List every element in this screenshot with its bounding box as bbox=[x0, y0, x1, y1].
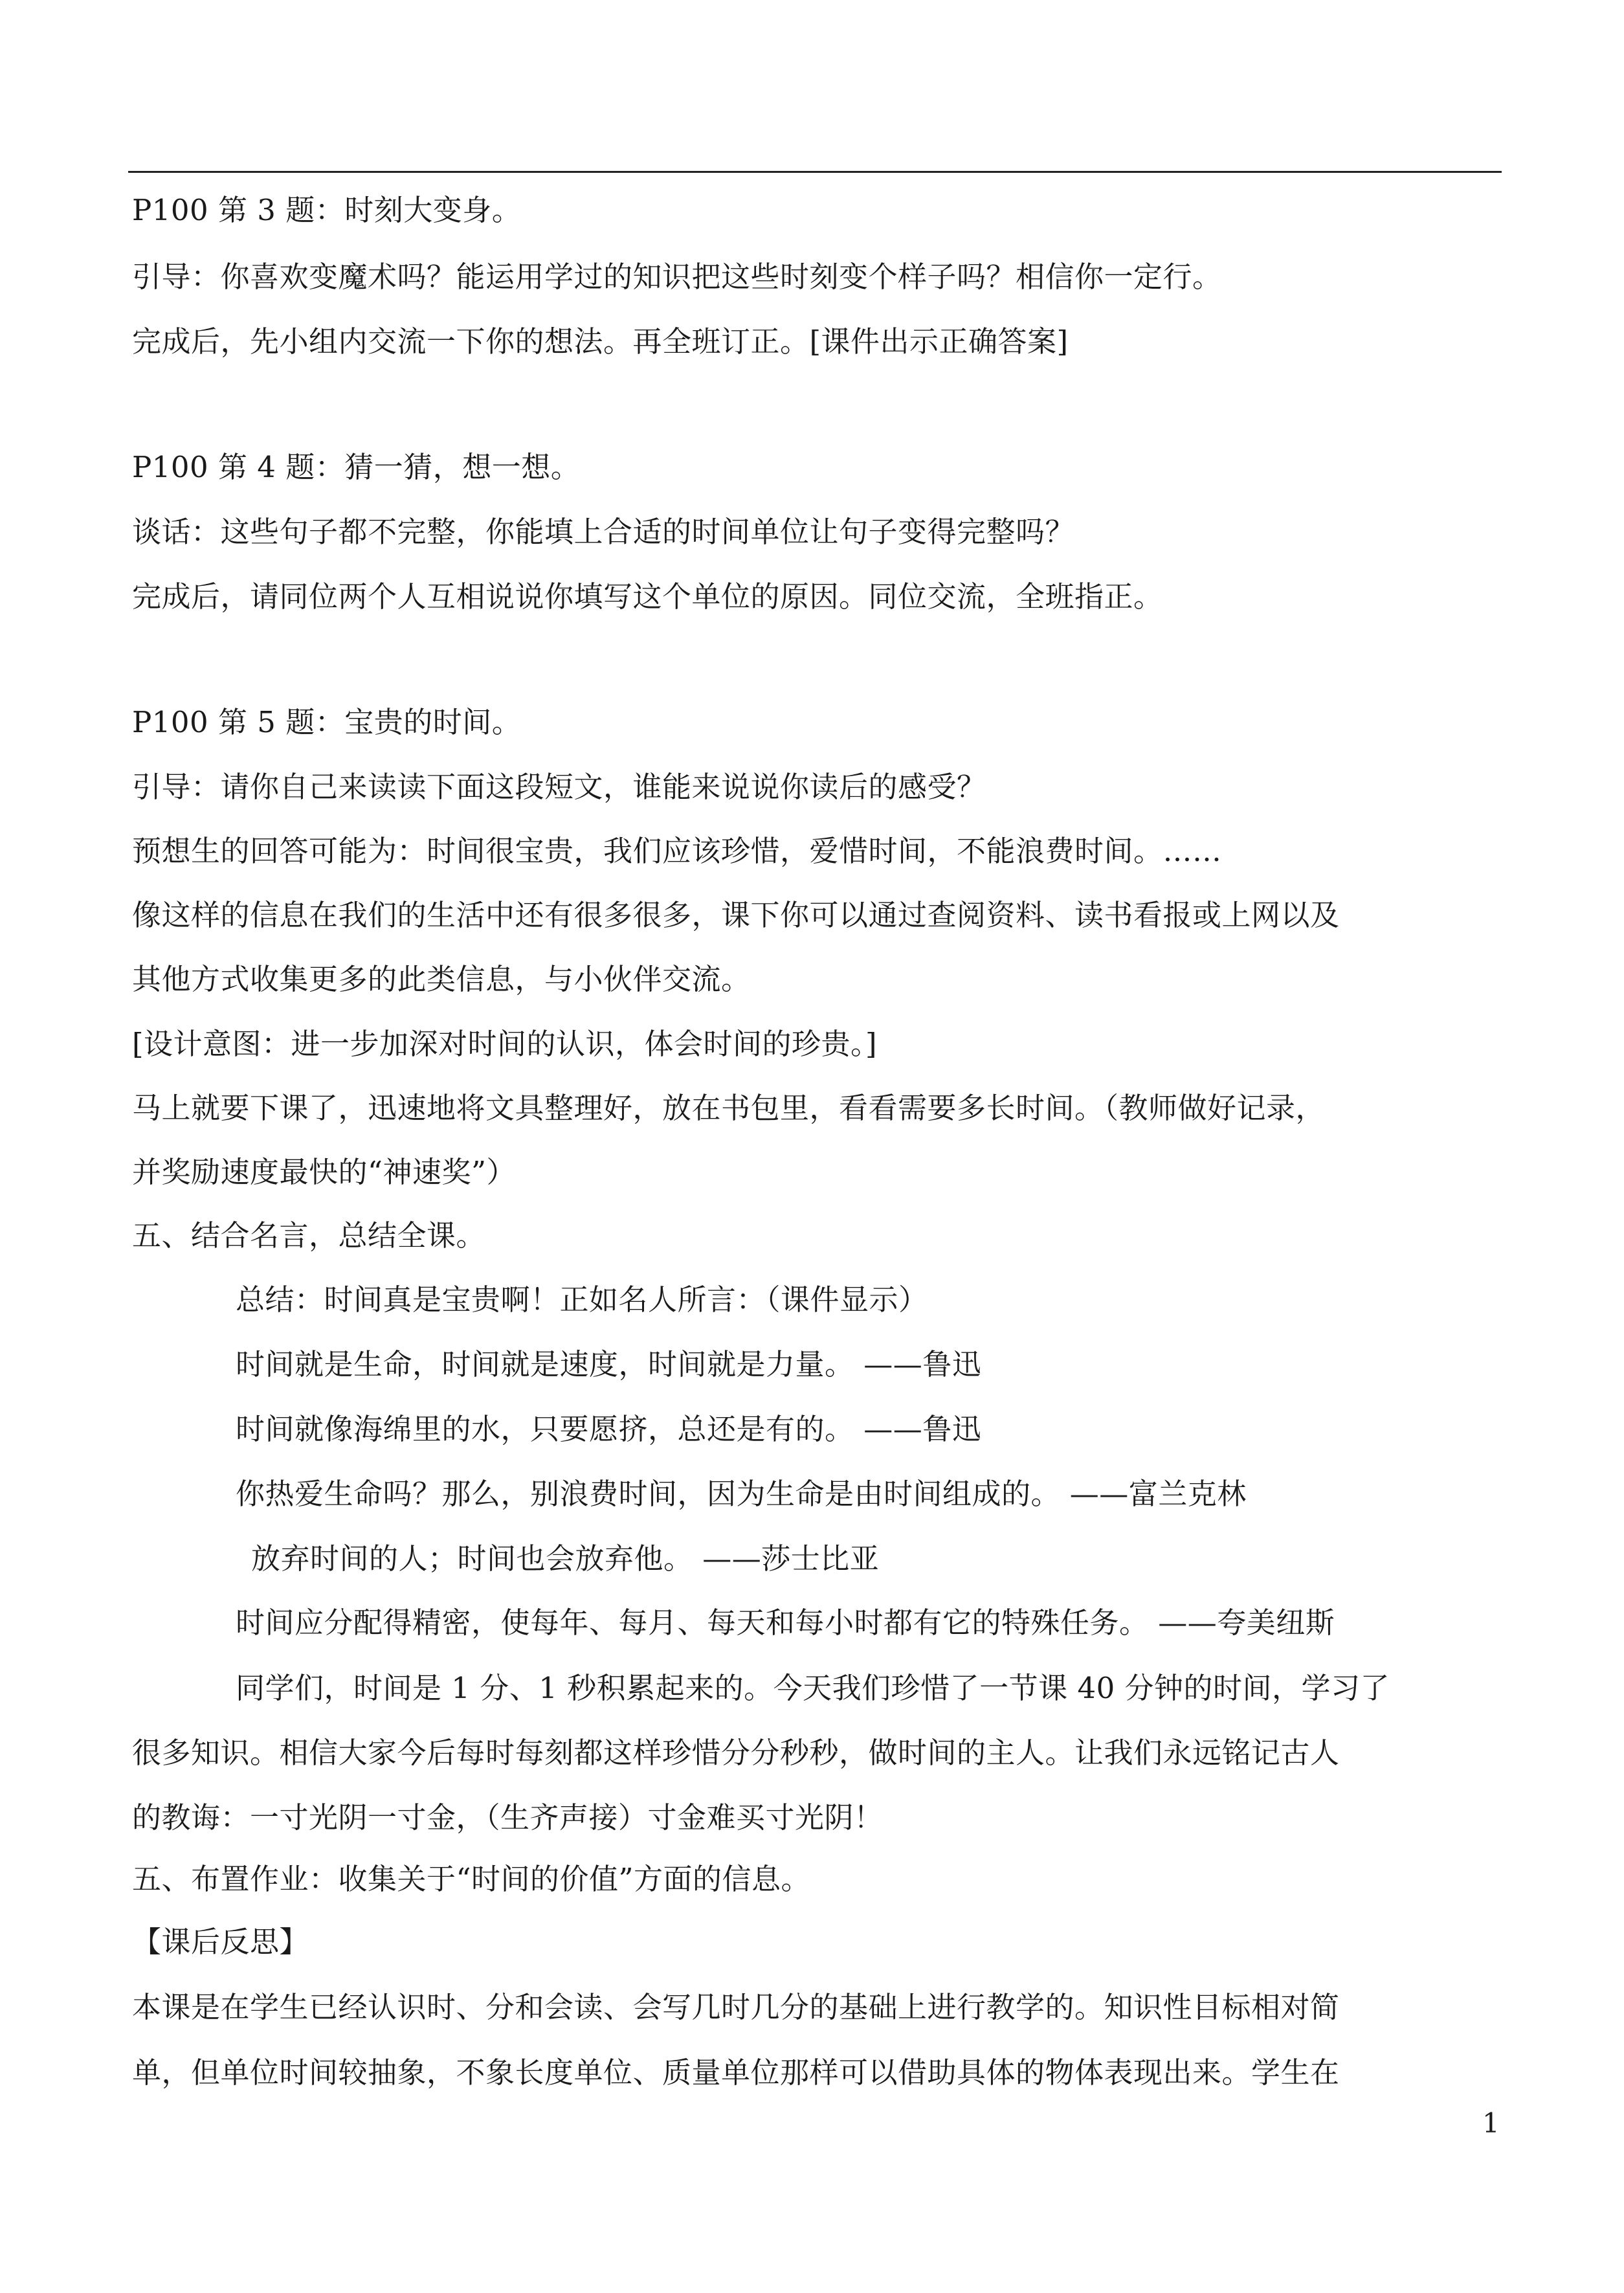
quote-4: 放弃时间的人；时间也会放弃他。 ——莎士比亚 bbox=[251, 1541, 880, 1576]
tidy-up-line-2: 并奖励速度最快的“神速奖”） bbox=[132, 1155, 517, 1189]
exercise-4-followup: 完成后，请同位两个人互相说说你填写这个单位的原因。同位交流，全班指正。 bbox=[132, 579, 1163, 614]
exercise-3-followup: 完成后，先小组内交流一下你的想法。再全班订正。[课件出示正确答案] bbox=[132, 324, 1069, 359]
exercise-4-heading: P100 第 4 题：猜一猜，想一想。 bbox=[132, 450, 581, 484]
summary-intro: 总结：时间真是宝贵啊！正如名人所言：（课件显示） bbox=[236, 1282, 928, 1317]
closing-line-2: 很多知识。相信大家今后每时每刻都这样珍惜分分秒秒，做时间的主人。让我们永远铭记古人 bbox=[132, 1736, 1340, 1770]
expected-answer: 预想生的回答可能为：时间很宝贵，我们应该珍惜，爱惜时间，不能浪费时间。…… bbox=[132, 834, 1222, 868]
exercise-3-heading: P100 第 3 题：时刻大变身。 bbox=[132, 193, 522, 227]
tidy-up-line-1: 马上就要下课了，迅速地将文具整理好，放在书包里，看看需要多长时间。（教师做好记录， bbox=[132, 1091, 1326, 1125]
homework: 五、布置作业：收集关于“时间的价值”方面的信息。 bbox=[132, 1862, 811, 1896]
closing-line-1: 同学们，时间是 1 分、1 秒积累起来的。今天我们珍惜了一节课 40 分钟的时间，学习了 bbox=[236, 1671, 1390, 1705]
reflection-line-1: 本课是在学生已经认识时、分和会读、会写几时几分的基础上进行教学的。知识性目标相对简 bbox=[132, 1990, 1340, 2024]
quote-5: 时间应分配得精密，使每年、每月、每天和每小时都有它的特殊任务。 ——夸美纽斯 bbox=[236, 1605, 1335, 1640]
info-paragraph-line-2: 其他方式收集更多的此类信息，与小伙伴交流。 bbox=[132, 962, 751, 996]
page-number: 1 bbox=[1482, 2107, 1500, 2139]
quote-1: 时间就是生命，时间就是速度，时间就是力量。 ——鲁迅 bbox=[236, 1347, 982, 1381]
info-paragraph-line-1: 像这样的信息在我们的生活中还有很多很多，课下你可以通过查阅资料、读书看报或上网以及 bbox=[132, 898, 1340, 932]
exercise-3-guide: 引导：你喜欢变魔术吗？能运用学过的知识把这些时刻变个样子吗？相信你一定行。 bbox=[132, 260, 1222, 294]
exercise-5-heading: P100 第 5 题：宝贵的时间。 bbox=[132, 705, 522, 739]
exercise-5-guide: 引导：请你自己来读读下面这段短文，谁能来说说你读后的感受？ bbox=[132, 770, 986, 804]
section-5-heading: 五、结合名言，总结全课。 bbox=[132, 1218, 486, 1253]
quote-2: 时间就像海绵里的水，只要愿挤，总还是有的。 ——鲁迅 bbox=[236, 1412, 982, 1446]
quote-3: 你热爱生命吗？那么，别浪费时间，因为生命是由时间组成的。 ——富兰克林 bbox=[236, 1477, 1247, 1511]
header-rule bbox=[128, 171, 1502, 173]
design-intent: [设计意图：进一步加深对时间的认识，体会时间的珍贵。] bbox=[132, 1027, 878, 1061]
exercise-4-talk: 谈话：这些句子都不完整，你能填上合适的时间单位让句子变得完整吗？ bbox=[132, 515, 1075, 549]
reflection-line-2: 单，但单位时间较抽象，不象长度单位、质量单位那样可以借助具体的物体表现出来。学生在 bbox=[132, 2055, 1340, 2090]
reflection-heading: 【课后反思】 bbox=[132, 1925, 309, 1959]
closing-line-3: 的教诲：一寸光阴一寸金，（生齐声接）寸金难买寸光阴！ bbox=[132, 1800, 884, 1835]
